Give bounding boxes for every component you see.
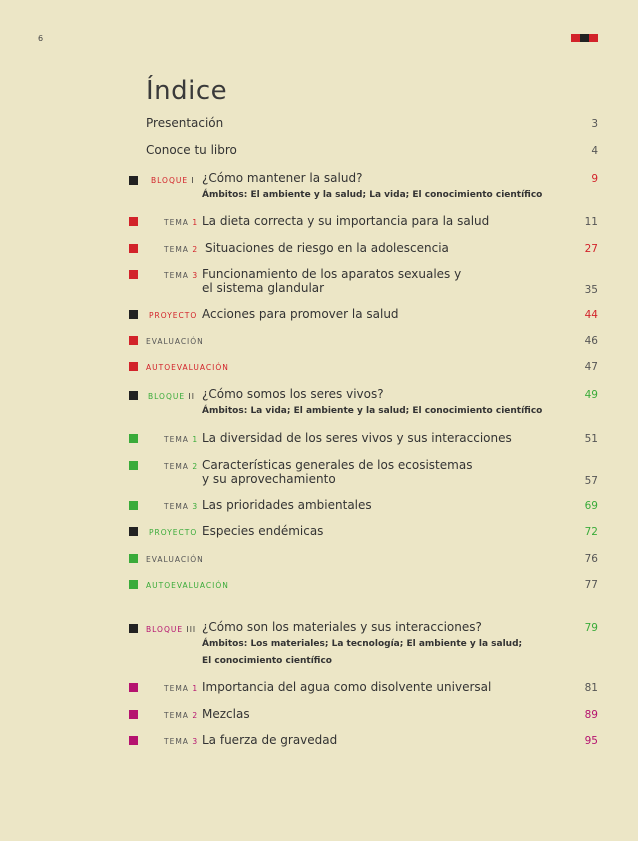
toc-page: 95 xyxy=(584,735,598,747)
tema-title[interactable]: Importancia del agua como disolvente universal xyxy=(202,680,492,694)
tema-label: TEMA 1 xyxy=(164,435,199,444)
tema-label: TEMA 3 xyxy=(164,737,199,746)
bullet-square xyxy=(129,710,138,719)
bullet-square xyxy=(129,461,138,470)
bullet-square xyxy=(129,244,138,253)
evaluacion-label[interactable]: EVALUACIÓN xyxy=(146,337,204,346)
toc-page: 35 xyxy=(584,284,598,296)
bullet-square xyxy=(129,554,138,563)
evaluacion-label[interactable]: EVALUACIÓN xyxy=(146,555,204,564)
bloque-label: BLOQUE I xyxy=(151,176,195,185)
tema-label: TEMA 1 xyxy=(164,218,199,227)
bullet-square xyxy=(129,310,138,319)
toc-page: 9 xyxy=(591,173,598,185)
toc-page: 77 xyxy=(584,579,598,591)
tema-title[interactable]: Mezclas xyxy=(202,707,250,721)
tema-title-line2[interactable]: y su aprovechamiento xyxy=(202,472,336,486)
toc-page: 76 xyxy=(584,553,598,565)
proyecto-title[interactable]: Acciones para promover la salud xyxy=(202,307,399,321)
bullet-square xyxy=(129,434,138,443)
toc-page: 3 xyxy=(591,118,598,130)
toc-page: 47 xyxy=(584,361,598,373)
toc-page: 4 xyxy=(591,145,598,157)
ambitos: Ámbitos: El ambiente y la salud; La vida; El conocimiento científico xyxy=(202,190,543,200)
tema-title[interactable]: La diversidad de los seres vivos y sus interacciones xyxy=(202,431,512,445)
tema-label: TEMA 3 xyxy=(164,502,199,511)
toc-page: 11 xyxy=(584,216,598,228)
toc-conoce-tu-libro[interactable]: Conoce tu libro xyxy=(146,143,237,157)
toc-page: 51 xyxy=(584,433,598,445)
proyecto-label: PROYECTO xyxy=(149,528,198,537)
tema-title[interactable]: Funcionamiento de los aparatos sexuales y xyxy=(202,267,462,281)
tema-title[interactable]: La fuerza de gravedad xyxy=(202,733,338,747)
bullet-square xyxy=(129,580,138,589)
page-title: Índice xyxy=(146,76,228,106)
toc-presentacion[interactable]: Presentación xyxy=(146,116,224,130)
toc-page: 44 xyxy=(584,309,598,321)
bullet-square xyxy=(129,683,138,692)
tema-title[interactable]: Características generales de los ecosistemas xyxy=(202,458,473,472)
bullet-square xyxy=(129,176,138,185)
proyecto-label: PROYECTO xyxy=(149,311,198,320)
bullet-square xyxy=(129,270,138,279)
toc-page: 49 xyxy=(584,389,598,401)
tema-label: TEMA 1 xyxy=(164,684,199,693)
toc-page: 81 xyxy=(584,682,598,694)
toc-page: 46 xyxy=(584,335,598,347)
tema-label: TEMA 3 xyxy=(164,271,199,280)
page-number: 6 xyxy=(38,34,44,43)
ambitos-line2: El conocimiento científico xyxy=(202,656,332,666)
tema-label: TEMA 2 xyxy=(164,245,199,254)
bloque-title[interactable]: ¿Cómo son los materiales y sus interacciones? xyxy=(202,620,482,634)
tema-label: TEMA 2 xyxy=(164,711,199,720)
proyecto-title[interactable]: Especies endémicas xyxy=(202,524,324,538)
toc-page: 79 xyxy=(584,622,598,634)
bullet-square xyxy=(129,362,138,371)
bullet-square xyxy=(129,217,138,226)
ambitos: Ámbitos: La vida; El ambiente y la salud; El conocimiento científico xyxy=(202,406,543,416)
top-mark-red-left xyxy=(571,34,580,42)
ambitos: Ámbitos: Los materiales; La tecnología; El ambiente y la salud; xyxy=(202,639,523,649)
top-mark-red-right xyxy=(589,34,598,42)
toc-page: 72 xyxy=(584,526,598,538)
bullet-square xyxy=(129,527,138,536)
tema-title[interactable]: La dieta correcta y su importancia para la salud xyxy=(202,214,490,228)
bullet-square xyxy=(129,624,138,633)
top-mark-black xyxy=(580,34,589,42)
toc-page: 57 xyxy=(584,475,598,487)
toc-page: 27 xyxy=(584,243,598,255)
bloque-label: BLOQUE III xyxy=(146,625,197,634)
tema-title-line2[interactable]: el sistema glandular xyxy=(202,281,325,295)
bullet-square xyxy=(129,391,138,400)
bullet-square xyxy=(129,336,138,345)
tema-title[interactable]: Las prioridades ambientales xyxy=(202,498,372,512)
autoevaluacion-label[interactable]: AUTOEVALUACIÓN xyxy=(146,581,229,590)
bloque-title[interactable]: ¿Cómo somos los seres vivos? xyxy=(202,387,384,401)
autoevaluacion-label[interactable]: AUTOEVALUACIÓN xyxy=(146,363,229,372)
bullet-square xyxy=(129,736,138,745)
bloque-label: BLOQUE II xyxy=(148,392,195,401)
bullet-square xyxy=(129,501,138,510)
toc-page: 69 xyxy=(584,500,598,512)
bloque-title[interactable]: ¿Cómo mantener la salud? xyxy=(202,171,363,185)
toc-page: 89 xyxy=(584,709,598,721)
tema-label: TEMA 2 xyxy=(164,462,199,471)
tema-title[interactable]: Situaciones de riesgo en la adolescencia xyxy=(205,241,449,255)
